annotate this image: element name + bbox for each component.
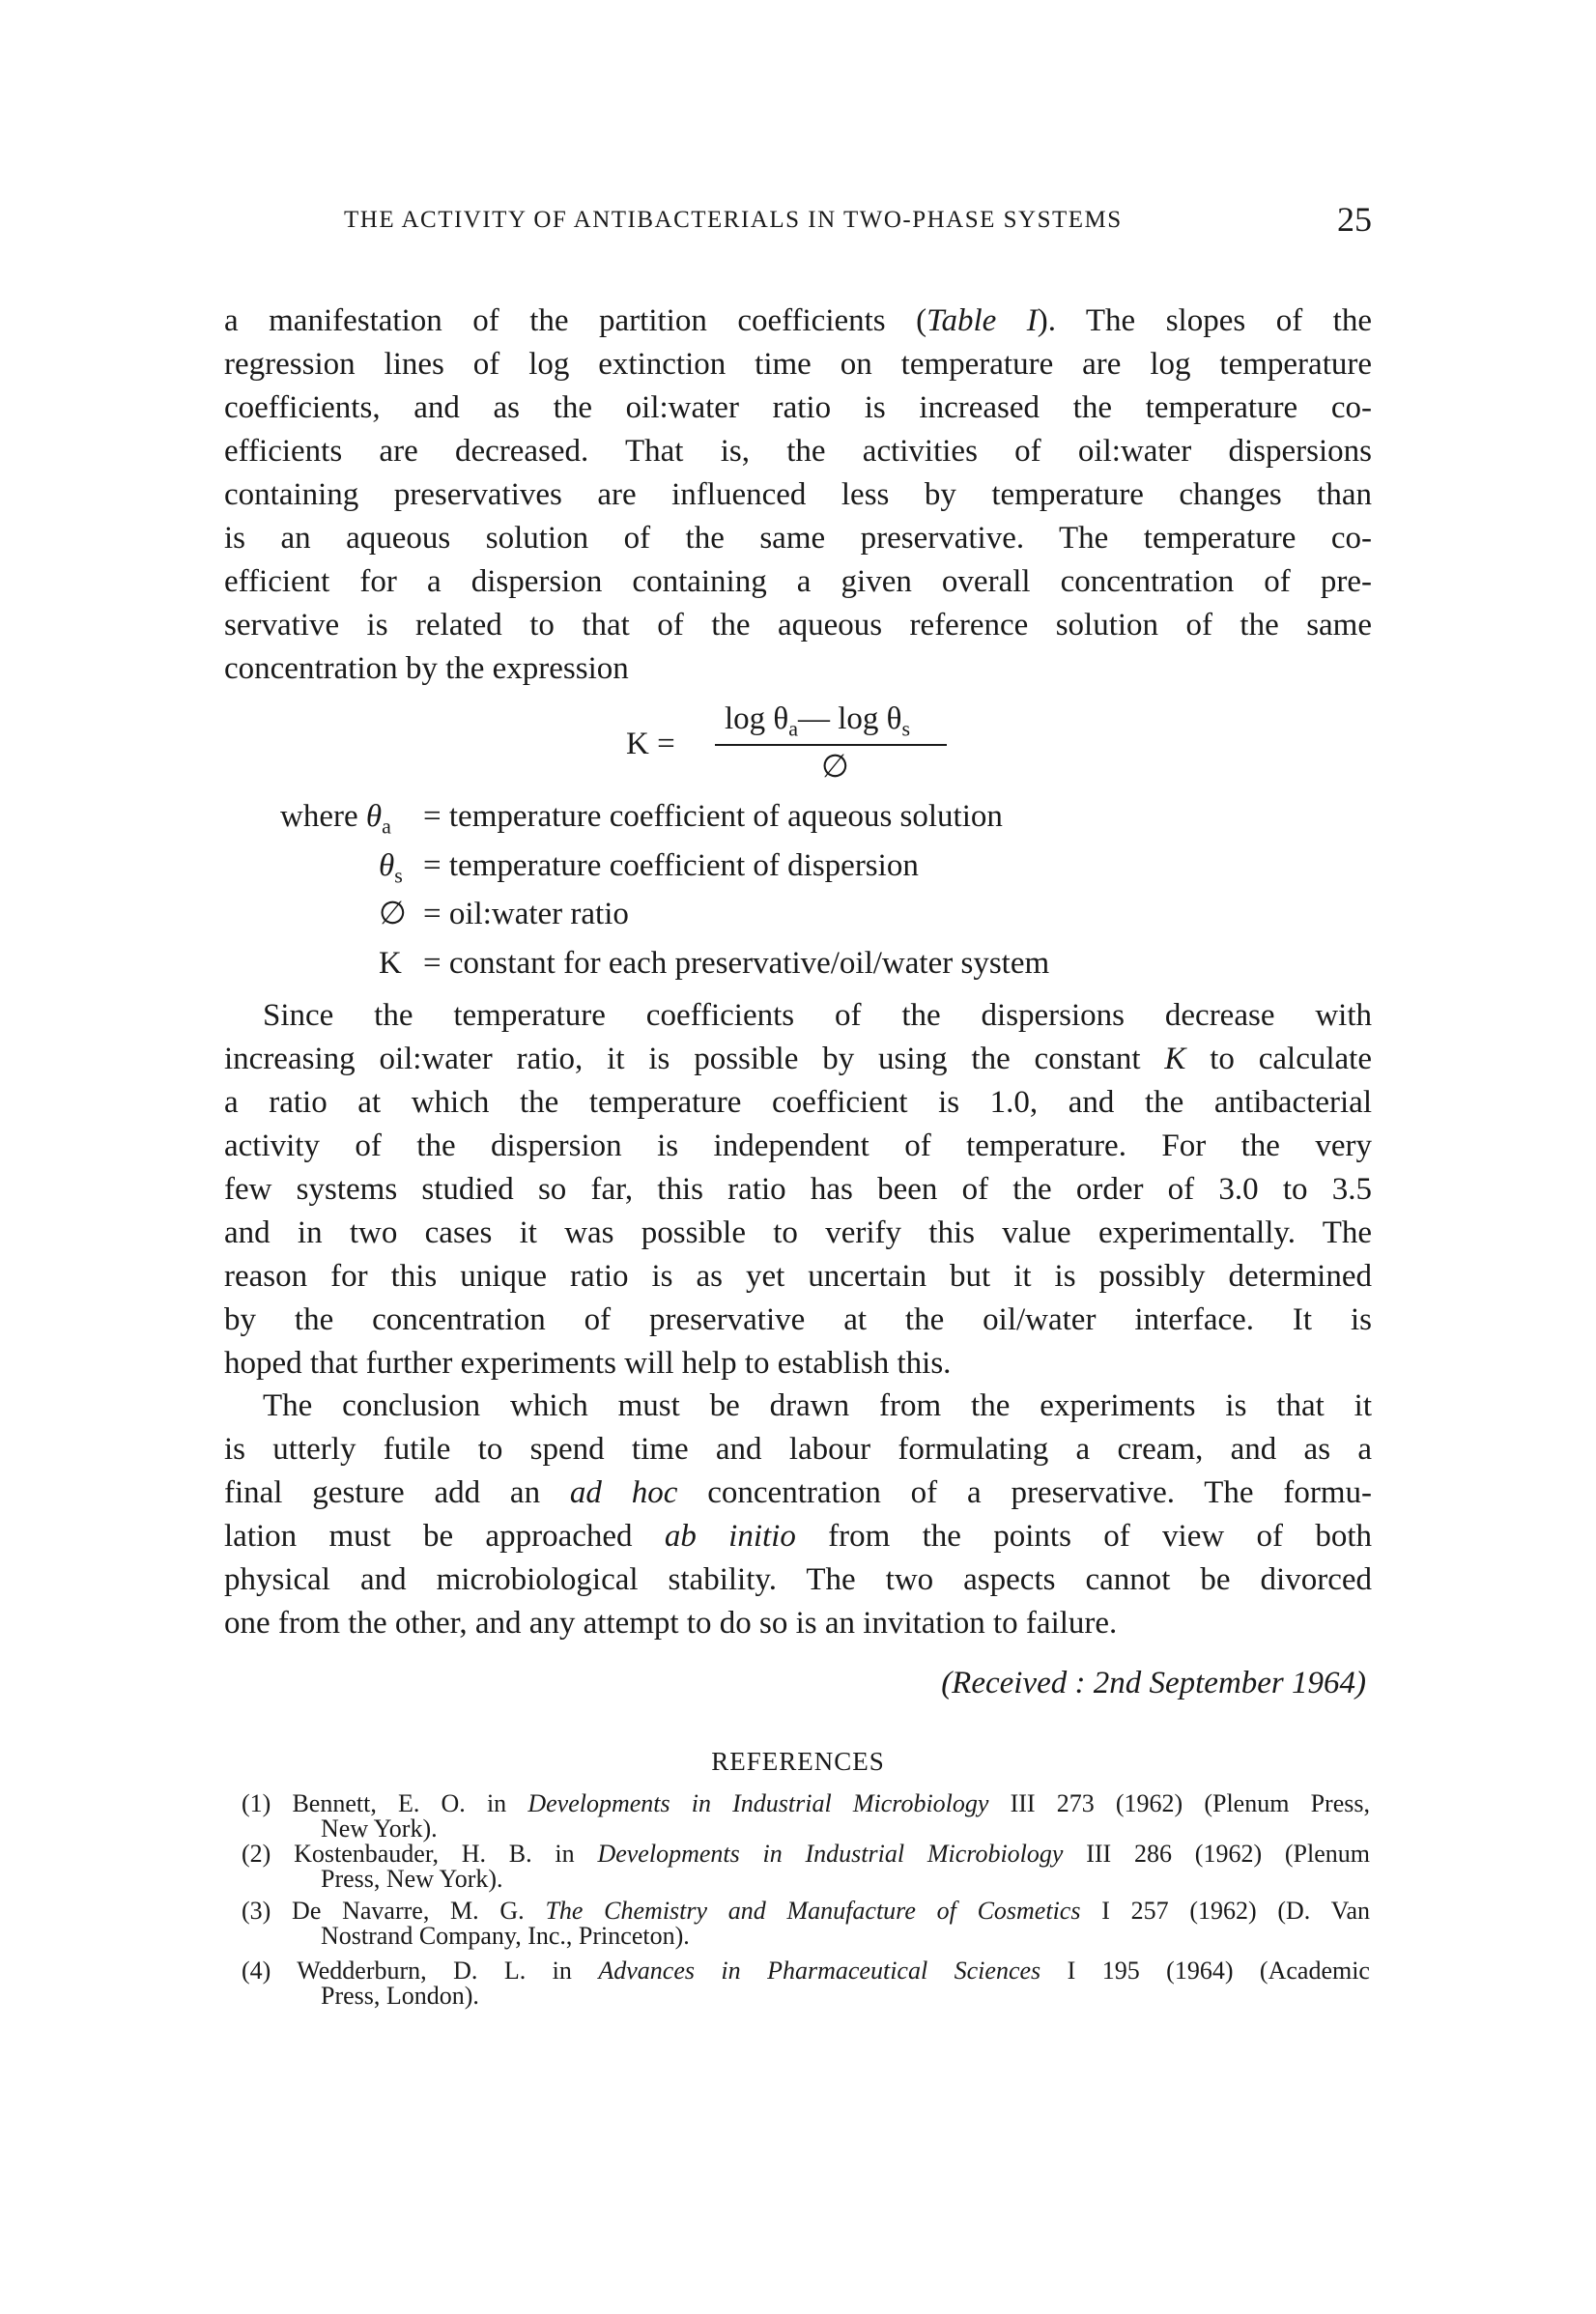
reference-continuation: Press, New York). — [321, 1865, 503, 1893]
text-line — [224, 1124, 1372, 1168]
text-segment: coefficients, and as the oil:water ratio is increased the temperature co- — [224, 390, 1372, 425]
text-segment: reason for this unique ratio is as yet uncertain but it is possibly determined — [224, 1259, 1372, 1294]
italic-text: ad hoc — [569, 1475, 678, 1510]
definition-symbol: where $\theta_a$ — [280, 799, 391, 839]
text-segment: lation must be approached — [224, 1519, 665, 1554]
text-line — [224, 429, 1372, 473]
text-line — [263, 993, 1372, 1038]
italic-text: Developments in Industrial Microbiology — [597, 1840, 1064, 1868]
italic-text: ab initio — [664, 1519, 796, 1554]
text-segment: efficients are decreased. That is, the activities of oil:water dispersions — [224, 434, 1372, 469]
text-segment: I 257 (1962) (D. Van — [1080, 1897, 1371, 1925]
text-line — [224, 1341, 1372, 1386]
text-line — [224, 516, 1372, 560]
text-segment: regression lines of log extinction time on temperature are log temperature — [224, 347, 1372, 382]
references-heading: REFERENCES — [711, 1747, 885, 1776]
text-line — [224, 646, 1372, 691]
text-segment: III 273 (1962) (Plenum Press, — [988, 1789, 1370, 1817]
text-segment: increasing oil:water ratio, it is possible by using the constant — [224, 1042, 1165, 1076]
text-segment: concentration by the expression — [224, 651, 629, 686]
text-line — [224, 1601, 1372, 1645]
reference-continuation: New York). — [321, 1814, 438, 1843]
definition-symbol: K — [379, 945, 402, 981]
text-segment: is an aqueous solution of the same preservative. The temperature co- — [224, 521, 1372, 556]
text-segment: final gesture add an — [224, 1475, 570, 1510]
text-segment: ). The slopes of the — [1037, 303, 1372, 338]
text-line — [224, 1254, 1372, 1299]
text-line — [224, 1298, 1372, 1342]
text-segment: (2) Kostenbauder, H. B. in — [242, 1840, 598, 1868]
reference-continuation: Nostrand Company, Inc., Princeton). — [321, 1922, 690, 1950]
italic-text: Developments in Industrial Microbiology — [527, 1789, 989, 1817]
text-line — [224, 1080, 1372, 1125]
text-line — [224, 342, 1372, 386]
text-segment: a manifestation of the partition coefficients ( — [224, 303, 927, 338]
text-segment: Since the temperature coefficients of the dispersions decrease with — [263, 998, 1372, 1033]
definition-symbol: ∅ — [379, 897, 407, 931]
text-line — [224, 559, 1372, 604]
text-segment: servative is related to that of the aqueous reference solution of the same — [224, 608, 1372, 643]
italic-text: Table I — [926, 303, 1038, 338]
text-segment: by the concentration of preservative at the oil/water interface. It is — [224, 1302, 1372, 1337]
text-segment: activity of the dispersion is independent of temperature. For the very — [224, 1128, 1372, 1163]
definition-text: = oil:water ratio — [423, 897, 629, 931]
definition-text: = temperature coefficient of aqueous solution — [423, 799, 1003, 834]
text-segment: to calculate — [1185, 1042, 1372, 1076]
text-line — [224, 386, 1372, 430]
formula-lhs: K = — [626, 727, 675, 761]
text-line — [224, 472, 1372, 517]
text-line — [224, 1514, 1372, 1558]
italic-text: Advances in Pharmaceutical Sciences — [598, 1957, 1041, 1985]
page-number: 25 — [1337, 200, 1372, 239]
text-segment: is utterly futile to spend time and labour formulating a cream, and as a — [224, 1432, 1372, 1467]
text-line — [224, 1427, 1372, 1471]
text-segment: one from the other, and any attempt to do so is an invitation to failure. — [224, 1606, 1118, 1641]
text-segment: (3) De Navarre, M. G. — [242, 1897, 546, 1925]
text-line — [224, 299, 1372, 343]
received-date: (Received : 2nd September 1964) — [941, 1666, 1366, 1700]
text-segment: The conclusion which must be drawn from the experiments is that it — [263, 1388, 1372, 1423]
reference-continuation: Press, London). — [321, 1982, 479, 2010]
text-segment: and in two cases it was possible to verify this value experimentally. The — [224, 1215, 1372, 1250]
text-line — [224, 1557, 1372, 1602]
text-segment: hoped that further experiments will help to establish this. — [224, 1346, 952, 1381]
text-segment: from the points of view of both — [795, 1519, 1372, 1554]
text-line — [224, 1471, 1372, 1515]
text-line — [263, 1384, 1372, 1428]
text-segment: III 286 (1962) (Plenum — [1063, 1840, 1370, 1868]
definition-text: = constant for each preservative/oil/water system — [423, 945, 1050, 981]
text-segment: (4) Wedderburn, D. L. in — [242, 1957, 599, 1985]
italic-text: K — [1164, 1042, 1186, 1076]
text-line — [224, 603, 1372, 647]
text-line — [224, 1167, 1372, 1212]
definition-text: = temperature coefficient of dispersion — [423, 847, 919, 883]
text-segment: few systems studied so far, this ratio has been of the order of 3.0 to 3.5 — [224, 1172, 1372, 1207]
formula-numerator: $\log \theta_a—$ $\log \theta_s$ — [725, 701, 911, 741]
text-segment: concentration of a preservative. The formu- — [677, 1475, 1373, 1510]
formula-denominator: ∅ — [821, 750, 849, 785]
text-segment: efficient for a dispersion containing a given overall concentration of pre- — [224, 564, 1372, 599]
text-segment: (1) Bennett, E. O. in — [242, 1789, 528, 1817]
running-title: THE ACTIVITY OF ANTIBACTERIALS IN TWO-PHASE SYSTEMS — [344, 207, 1123, 233]
text-line — [224, 1211, 1372, 1255]
italic-text: The Chemistry and Manufacture of Cosmetics — [545, 1897, 1081, 1925]
text-segment: physical and microbiological stability. The two aspects cannot be divorced — [224, 1562, 1372, 1597]
text-segment: a ratio at which the temperature coefficient is 1.0, and the antibacterial — [224, 1085, 1372, 1120]
text-segment: containing preservatives are influenced less by temperature changes than — [224, 477, 1372, 512]
text-line — [224, 1037, 1372, 1081]
fraction-bar — [715, 744, 947, 746]
text-segment: I 195 (1964) (Academic — [1040, 1957, 1370, 1985]
definition-symbol: $\theta_s$ — [379, 847, 403, 888]
